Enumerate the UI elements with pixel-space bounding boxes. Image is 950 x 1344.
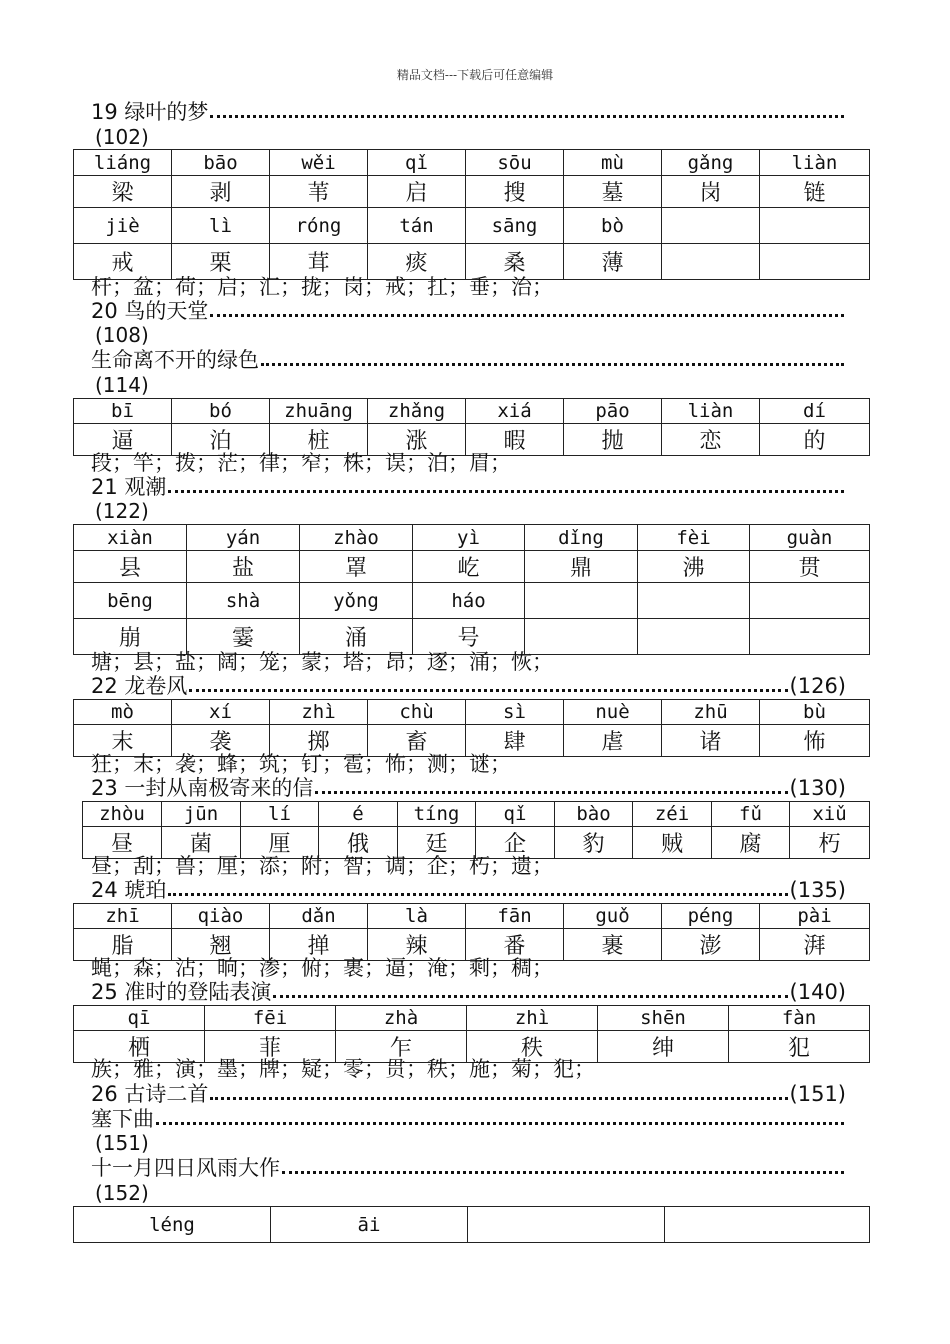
pinyin-cell: nuè <box>564 700 662 725</box>
character-cell: 苇 <box>270 176 368 208</box>
pinyin-cell: háo <box>413 583 525 619</box>
character-cell: 墓 <box>564 176 662 208</box>
page-number: (122) <box>95 499 149 523</box>
pinyin-cell: léng <box>74 1207 271 1243</box>
character-cell: 栗 <box>172 244 270 280</box>
character-cell: 涨 <box>368 424 466 456</box>
character-cell: 脂 <box>74 929 172 961</box>
character-cell: 翘 <box>172 929 270 961</box>
character-cell <box>638 619 750 655</box>
character-cell: 鼎 <box>525 551 638 583</box>
pinyin-cell: jiè <box>74 208 172 244</box>
character-cell: 搜 <box>466 176 564 208</box>
pinyin-cell: sāng <box>466 208 564 244</box>
character-cell: 番 <box>466 929 564 961</box>
pinyin-cell <box>662 208 760 244</box>
pinyin-cell: dǐng <box>525 525 638 551</box>
character-cell: 末 <box>74 725 172 757</box>
pinyin-cell: lì <box>172 208 270 244</box>
pinyin-cell: liàn <box>760 150 870 176</box>
character-cell: 袭 <box>172 725 270 757</box>
pinyin-cell: zhī <box>74 904 172 929</box>
character-cell: 抛 <box>564 424 662 456</box>
pinyin-cell: fēi <box>205 1006 336 1031</box>
pinyin-cell: tíng <box>398 802 476 827</box>
character-cell: 岗 <box>662 176 760 208</box>
pinyin-cell: xiá <box>466 399 564 424</box>
pinyin-cell: bó <box>172 399 270 424</box>
character-cell: 链 <box>760 176 870 208</box>
pinyin-cell: liáng <box>74 150 172 176</box>
character-cell: 肆 <box>466 725 564 757</box>
lesson-title: 十一月四日风雨大作 <box>91 1156 846 1180</box>
character-cell: 启 <box>368 176 466 208</box>
character-list: 塘；县；盐；阔；笼；蒙；塔；昂；逐；涌；恢； <box>91 650 553 674</box>
character-cell: 澎 <box>662 929 760 961</box>
vocab-table <box>73 699 870 757</box>
pinyin-cell: yǒng <box>300 583 413 619</box>
pinyin-cell: zhòu <box>83 802 162 827</box>
character-cell <box>760 244 870 280</box>
pinyin-cell <box>468 1207 665 1243</box>
character-cell: 辣 <box>368 929 466 961</box>
pinyin-cell: péng <box>662 904 760 929</box>
character-cell: 腐 <box>712 827 790 859</box>
character-cell: 桑 <box>466 244 564 280</box>
pinyin-cell: gǎng <box>662 150 760 176</box>
pinyin-cell: zhū <box>662 700 760 725</box>
character-cell: 恋 <box>662 424 760 456</box>
page-number: (151) <box>95 1131 149 1155</box>
pinyin-cell: xiàn <box>74 525 187 551</box>
character-cell: 崩 <box>74 619 187 655</box>
pinyin-cell: jūn <box>162 802 241 827</box>
pinyin-cell: fān <box>466 904 564 929</box>
character-cell <box>662 244 760 280</box>
character-cell: 虐 <box>564 725 662 757</box>
character-cell: 县 <box>74 551 187 583</box>
pinyin-cell: yì <box>413 525 525 551</box>
character-cell: 剥 <box>172 176 270 208</box>
character-cell: 薄 <box>564 244 662 280</box>
lesson-title: 24 琥珀 (135) <box>91 878 846 902</box>
pinyin-cell: bù <box>760 700 870 725</box>
pinyin-cell: zhào <box>300 525 413 551</box>
character-cell: 栖 <box>74 1031 205 1063</box>
character-list: 族；雅；演；墨；牌；疑；零；贯；秩；施；菊；犯； <box>91 1057 595 1081</box>
pinyin-cell: sì <box>466 700 564 725</box>
pinyin-cell <box>525 583 638 619</box>
pinyin-cell: qiào <box>172 904 270 929</box>
pinyin-cell: shēn <box>598 1006 729 1031</box>
character-cell: 屹 <box>413 551 525 583</box>
lesson-title: 21 观潮 <box>91 475 846 499</box>
pinyin-cell: qǐ <box>476 802 555 827</box>
vocab-table <box>73 1206 870 1243</box>
page-number: (108) <box>95 323 149 347</box>
page-number: (114) <box>95 373 149 397</box>
pinyin-cell: bī <box>74 399 172 424</box>
character-cell: 朽 <box>790 827 870 859</box>
character-cell: 贯 <box>750 551 870 583</box>
character-cell: 廷 <box>398 827 476 859</box>
pinyin-cell: é <box>319 802 398 827</box>
pinyin-cell: bò <box>564 208 662 244</box>
character-cell: 怖 <box>760 725 870 757</box>
character-list: 蝇；森；沾；晌；渗；俯；裹；逼；淹；剩；稠； <box>91 956 553 980</box>
pinyin-cell: dǎn <box>270 904 368 929</box>
pinyin-cell <box>638 583 750 619</box>
pinyin-cell: yán <box>187 525 300 551</box>
pinyin-cell: pài <box>760 904 870 929</box>
character-cell: 暇 <box>466 424 564 456</box>
pinyin-cell: bēng <box>74 583 187 619</box>
character-cell: 畜 <box>368 725 466 757</box>
vocab-table <box>73 149 870 280</box>
lesson-title: 22 龙卷风 (126) <box>91 674 846 698</box>
pinyin-cell: liàn <box>662 399 760 424</box>
pinyin-cell: fǔ <box>712 802 790 827</box>
pinyin-cell: róng <box>270 208 368 244</box>
character-cell: 痰 <box>368 244 466 280</box>
pinyin-cell: wěi <box>270 150 368 176</box>
character-list: 段；竿；拨；茫；律；窄；株；误；泊；眉； <box>91 451 511 475</box>
character-cell: 乍 <box>336 1031 467 1063</box>
page-header: 精品文档---下载后可任意编辑 <box>396 68 554 82</box>
pinyin-cell: lí <box>241 802 319 827</box>
character-cell: 昼 <box>83 827 162 859</box>
character-cell: 罩 <box>300 551 413 583</box>
character-cell: 涌 <box>300 619 413 655</box>
vocab-table <box>73 1005 870 1063</box>
character-cell: 菌 <box>162 827 241 859</box>
pinyin-cell: zhì <box>467 1006 598 1031</box>
pinyin-cell: mù <box>564 150 662 176</box>
page-number: (152) <box>95 1181 149 1205</box>
pinyin-cell <box>760 208 870 244</box>
character-cell: 秩 <box>467 1031 598 1063</box>
character-cell: 裹 <box>564 929 662 961</box>
pinyin-cell: pāo <box>564 399 662 424</box>
character-list: 狂；末；袭；蜂；筑；钉；雹；怖；测；谜； <box>91 752 511 776</box>
character-cell: 桩 <box>270 424 368 456</box>
character-cell: 的 <box>760 424 870 456</box>
pinyin-cell: zhuāng <box>270 399 368 424</box>
pinyin-cell: chù <box>368 700 466 725</box>
character-cell: 犯 <box>729 1031 870 1063</box>
character-cell: 茸 <box>270 244 368 280</box>
pinyin-cell: āi <box>271 1207 468 1243</box>
vocab-table <box>73 903 870 961</box>
character-cell: 贼 <box>633 827 712 859</box>
pinyin-cell: mò <box>74 700 172 725</box>
character-cell: 诸 <box>662 725 760 757</box>
vocab-table <box>73 524 870 655</box>
pinyin-cell: dí <box>760 399 870 424</box>
pinyin-cell: zhǎng <box>368 399 466 424</box>
page-number: (102) <box>95 125 149 149</box>
pinyin-cell: fàn <box>729 1006 870 1031</box>
character-cell: 掷 <box>270 725 368 757</box>
lesson-title: 23 一封从南极寄来的信 (130) <box>91 776 846 800</box>
lesson-title: 25 准时的登陆表演 (140) <box>91 980 846 1004</box>
pinyin-cell: qǐ <box>368 150 466 176</box>
pinyin-cell: sōu <box>466 150 564 176</box>
character-cell: 俄 <box>319 827 398 859</box>
character-cell: 掸 <box>270 929 368 961</box>
pinyin-cell: tán <box>368 208 466 244</box>
lesson-title: 塞下曲 <box>91 1107 846 1131</box>
pinyin-cell: xí <box>172 700 270 725</box>
pinyin-cell: là <box>368 904 466 929</box>
pinyin-cell: qī <box>74 1006 205 1031</box>
character-cell: 逼 <box>74 424 172 456</box>
pinyin-cell: guàn <box>750 525 870 551</box>
pinyin-cell: bāo <box>172 150 270 176</box>
character-cell <box>750 619 870 655</box>
pinyin-cell: zhì <box>270 700 368 725</box>
character-cell: 厘 <box>241 827 319 859</box>
character-list: 杆；盆；荷；启；汇；拢；岗；戒；扛；垂；治； <box>91 275 553 299</box>
character-cell: 戒 <box>74 244 172 280</box>
character-cell: 号 <box>413 619 525 655</box>
character-cell: 企 <box>476 827 555 859</box>
pinyin-cell <box>665 1207 870 1243</box>
character-cell: 霎 <box>187 619 300 655</box>
vocab-table <box>73 398 870 456</box>
vocab-table <box>82 801 870 859</box>
pinyin-cell: xiǔ <box>790 802 870 827</box>
character-cell: 豹 <box>555 827 633 859</box>
pinyin-cell: zéi <box>633 802 712 827</box>
lesson-title: 19 绿叶的梦 <box>91 100 846 124</box>
character-list: 昼；刮；兽；厘；添；附；智；调；企；朽；遗； <box>91 854 553 878</box>
character-cell: 沸 <box>638 551 750 583</box>
lesson-title: 26 古诗二首 (151) <box>91 1082 846 1106</box>
lesson-title: 20 鸟的天堂 <box>91 299 846 323</box>
pinyin-cell: bào <box>555 802 633 827</box>
character-cell: 盐 <box>187 551 300 583</box>
pinyin-cell: shà <box>187 583 300 619</box>
character-cell: 菲 <box>205 1031 336 1063</box>
pinyin-cell: guǒ <box>564 904 662 929</box>
character-cell: 湃 <box>760 929 870 961</box>
character-cell: 梁 <box>74 176 172 208</box>
character-cell: 泊 <box>172 424 270 456</box>
pinyin-cell: fèi <box>638 525 750 551</box>
pinyin-cell <box>750 583 870 619</box>
pinyin-cell: zhà <box>336 1006 467 1031</box>
character-cell: 绅 <box>598 1031 729 1063</box>
lesson-title: 生命离不开的绿色 <box>91 348 846 372</box>
